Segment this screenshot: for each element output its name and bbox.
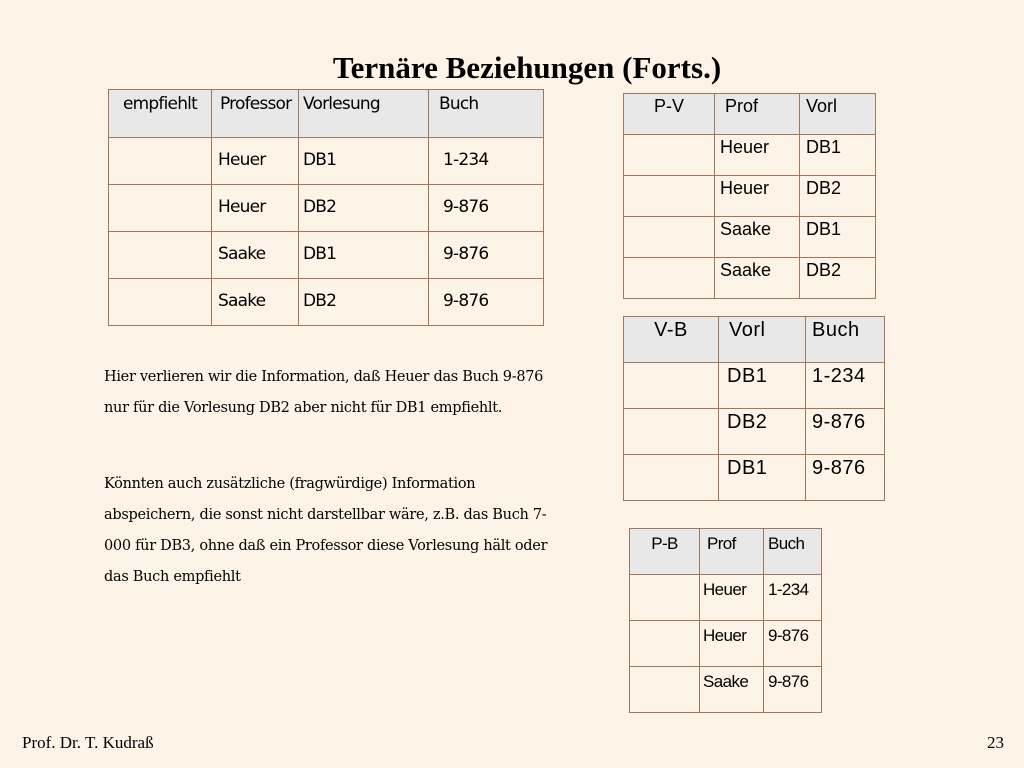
table-cell xyxy=(806,409,885,455)
cell-value: DB1 xyxy=(806,219,842,239)
table-cell xyxy=(624,258,715,299)
cell-value xyxy=(109,138,211,150)
cell-value: DB2 xyxy=(303,291,337,311)
header-label: Prof xyxy=(725,96,759,116)
table-row xyxy=(630,667,822,713)
table-row xyxy=(624,363,885,409)
table-cell xyxy=(800,176,876,217)
table-row xyxy=(624,409,885,455)
table-cell xyxy=(109,185,212,232)
column-header xyxy=(212,90,299,138)
column-header xyxy=(700,529,764,575)
table-cell xyxy=(624,455,719,501)
cell-value xyxy=(109,279,211,291)
table-cell xyxy=(212,138,299,185)
table-cell xyxy=(764,621,822,667)
footer-author: Prof. Dr. T. Kudraß xyxy=(22,733,154,752)
explanation-paragraph-2: Könnten auch zusätzliche (fragwürdige) Information abspeichern, die sonst nicht darstellbar wäre, z.B. das Buch 7-000 für DB3, ohne daß ein Professor diese Vorlesung hält oder das Buch empfiehlt xyxy=(104,476,548,585)
column-header xyxy=(715,94,800,135)
cell-value: DB1 xyxy=(303,150,337,170)
cell-value: Saake xyxy=(720,260,772,280)
table-v-b xyxy=(623,316,885,501)
cell-value: 1-234 xyxy=(768,580,809,599)
cell-value xyxy=(630,575,699,580)
table-cell xyxy=(800,217,876,258)
table-row xyxy=(109,138,544,185)
cell-value xyxy=(624,409,718,411)
cell-value xyxy=(624,258,714,260)
table-cell xyxy=(630,667,700,713)
table-cell xyxy=(299,279,429,326)
header-label: Vorl xyxy=(729,319,766,341)
table-cell xyxy=(299,185,429,232)
cell-value: DB2 xyxy=(727,411,768,433)
cell-value: Heuer xyxy=(218,197,266,217)
table-cell xyxy=(624,409,719,455)
header-label: Vorl xyxy=(806,96,838,116)
cell-value xyxy=(624,135,714,137)
table-row xyxy=(624,455,885,501)
column-header xyxy=(429,90,544,138)
table-row xyxy=(624,176,876,217)
header-label: Buch xyxy=(812,319,860,341)
header-label: Buch xyxy=(439,94,479,114)
table-cell xyxy=(212,279,299,326)
header-label: empfiehlt xyxy=(123,94,197,114)
table-row xyxy=(109,279,544,326)
header-label: P-V xyxy=(653,96,684,116)
cell-value: Saake xyxy=(218,291,266,311)
table-header-row xyxy=(624,94,876,135)
table-cell xyxy=(719,455,806,501)
cell-value: DB1 xyxy=(727,365,768,387)
table-row xyxy=(630,575,822,621)
cell-value: 1-234 xyxy=(812,365,866,387)
table-cell xyxy=(624,176,715,217)
table-cell xyxy=(715,176,800,217)
table-p-v xyxy=(623,93,876,299)
table-cell xyxy=(764,667,822,713)
table-cell xyxy=(429,279,544,326)
cell-value xyxy=(624,176,714,178)
table-cell xyxy=(806,455,885,501)
table-row xyxy=(109,185,544,232)
table-cell xyxy=(806,363,885,409)
column-header xyxy=(630,529,700,575)
slide-title: Ternäre Beziehungen (Forts.) xyxy=(332,50,722,85)
table-cell xyxy=(700,575,764,621)
cell-value: DB1 xyxy=(303,244,337,264)
table-cell xyxy=(719,409,806,455)
table-p-b xyxy=(629,528,822,713)
table-row xyxy=(624,135,876,176)
table-cell xyxy=(429,185,544,232)
cell-value: Heuer xyxy=(218,150,266,170)
table-cell xyxy=(429,138,544,185)
table-cell xyxy=(109,138,212,185)
column-header xyxy=(719,317,806,363)
cell-value xyxy=(109,185,211,197)
cell-value: 9-876 xyxy=(443,291,489,311)
table-row xyxy=(630,621,822,667)
cell-value: DB2 xyxy=(303,197,337,217)
cell-value: DB1 xyxy=(806,137,842,157)
table-cell xyxy=(299,232,429,279)
table-cell xyxy=(700,621,764,667)
cell-value: Saake xyxy=(703,672,749,691)
table-cell xyxy=(212,185,299,232)
table-cell xyxy=(764,575,822,621)
table-cell xyxy=(624,363,719,409)
table-cell xyxy=(715,217,800,258)
column-header xyxy=(624,94,715,135)
cell-value: Heuer xyxy=(703,626,747,645)
table-cell xyxy=(109,232,212,279)
cell-value: 9-876 xyxy=(443,244,489,264)
table-cell xyxy=(299,138,429,185)
cell-value xyxy=(624,455,718,457)
header-label: V-B xyxy=(654,319,688,341)
cell-value xyxy=(630,621,699,626)
table-cell xyxy=(429,232,544,279)
column-header xyxy=(109,90,212,138)
table-cell xyxy=(212,232,299,279)
cell-value xyxy=(624,363,718,365)
table-cell xyxy=(800,135,876,176)
table-row xyxy=(624,217,876,258)
cell-value: 1-234 xyxy=(443,150,489,170)
table-cell xyxy=(630,621,700,667)
table-cell xyxy=(800,258,876,299)
table-cell xyxy=(715,258,800,299)
table-header-row xyxy=(109,90,544,138)
table-header-row xyxy=(630,529,822,575)
table-cell xyxy=(719,363,806,409)
table-cell xyxy=(715,135,800,176)
header-label: Vorlesung xyxy=(303,94,380,114)
explanation-paragraph-1: Hier verlieren wir die Information, daß Heuer das Buch 9-876 nur für die Vorlesung DB2 aber nicht für DB1 empfiehlt. xyxy=(104,369,544,416)
cell-value xyxy=(630,667,699,672)
cell-value: DB1 xyxy=(727,457,768,479)
table-empfiehlt xyxy=(108,89,544,326)
column-header xyxy=(299,90,429,138)
table-cell xyxy=(624,217,715,258)
column-header xyxy=(624,317,719,363)
cell-value: Saake xyxy=(720,219,772,239)
table-cell xyxy=(624,135,715,176)
header-label: Prof xyxy=(707,534,736,553)
cell-value: 9-876 xyxy=(443,197,489,217)
table-cell xyxy=(630,575,700,621)
cell-value: 9-876 xyxy=(812,411,866,433)
header-label: Professor xyxy=(220,94,292,114)
cell-value: Saake xyxy=(218,244,266,264)
cell-value: 9-876 xyxy=(812,457,866,479)
cell-value: 9-876 xyxy=(768,626,809,645)
table-cell xyxy=(700,667,764,713)
cell-value: 9-876 xyxy=(768,672,809,691)
cell-value: Heuer xyxy=(720,178,770,198)
column-header xyxy=(800,94,876,135)
table-row xyxy=(109,232,544,279)
cell-value xyxy=(109,232,211,244)
column-header xyxy=(764,529,822,575)
header-label: Buch xyxy=(768,534,805,553)
header-label: P-B xyxy=(651,534,678,553)
page-number: 23 xyxy=(987,733,1004,752)
cell-value: DB2 xyxy=(806,260,842,280)
table-row xyxy=(624,258,876,299)
cell-value: DB2 xyxy=(806,178,842,198)
cell-value: Heuer xyxy=(720,137,770,157)
table-cell xyxy=(109,279,212,326)
column-header xyxy=(806,317,885,363)
cell-value: Heuer xyxy=(703,580,747,599)
table-header-row xyxy=(624,317,885,363)
cell-value xyxy=(624,217,714,219)
